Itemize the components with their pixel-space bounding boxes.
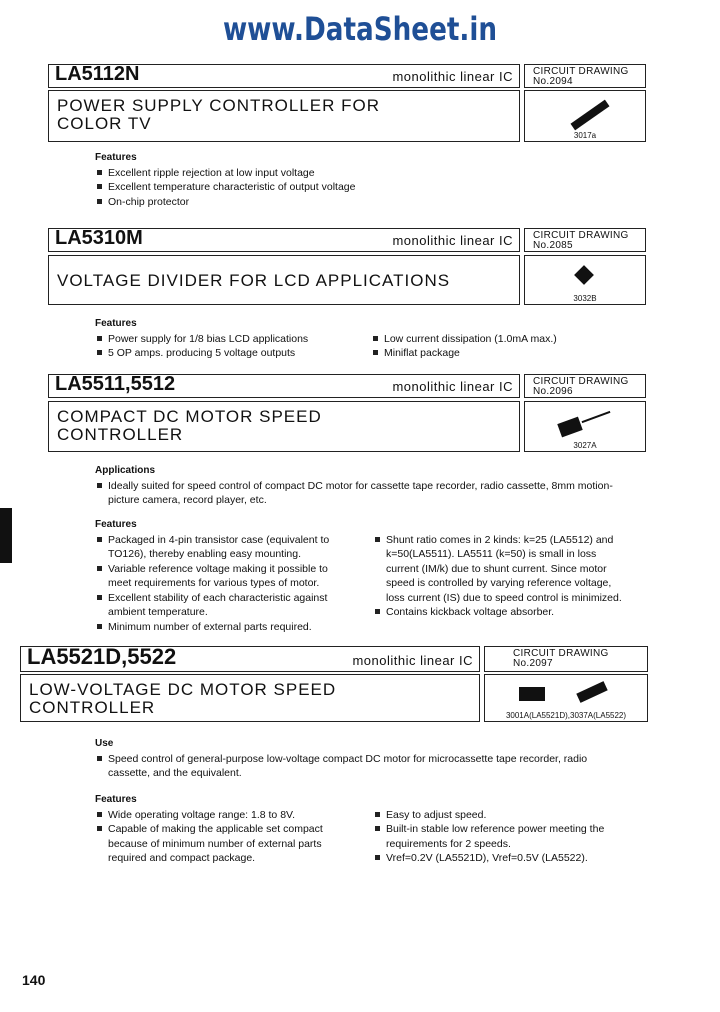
title-line: CONTROLLER [29,698,156,717]
flat-package-icon [576,681,607,703]
circuit-label: CIRCUIT DRAWING [533,230,629,241]
list-item: Built-in stable low reference power meeting the requirements for 2 speeds. [373,822,623,851]
part-number: LA5112N [55,63,140,85]
margin-tab-mark [0,508,12,563]
title-line: CONTROLLER [57,425,184,444]
site-watermark: www.DataSheet.in [222,10,498,48]
package-code: 3032B [573,294,597,303]
applications-section [95,464,615,508]
part-header [20,646,480,672]
part-title [20,674,480,722]
section-heading: Applications [95,465,156,476]
circuit-number: No.2085 [533,240,573,251]
list-item: Shunt ratio comes in 2 kinds: k=25 (LA5512) and k=50(LA5511). LA5511 (k=50) is small in loss current (IM/k) due to shunt current. Since motor speed is controlled by varying reference voltage, loss current (IS) due to speed control is minimized. [373,533,623,606]
circuit-number: No.2096 [533,386,573,397]
title-line: VOLTAGE DIVIDER FOR LCD APPLICATIONS [57,271,451,290]
circuit-label: CIRCUIT DRAWING [533,66,629,77]
list-item: Easy to adjust speed. [373,808,623,823]
package-image [524,401,646,452]
title-line: COMPACT DC MOTOR SPEED [57,407,322,426]
part-title [48,90,520,142]
circuit-label: CIRCUIT DRAWING [513,648,609,659]
part-header [48,374,520,398]
list-item: Vref=0.2V (LA5521D), Vref=0.5V (LA5522). [373,851,623,866]
list-item: Excellent ripple rejection at low input voltage [95,166,355,181]
circuit-drawing-ref [524,374,646,398]
section-heading: Features [95,318,137,329]
circuit-number: No.2097 [513,658,553,669]
lead-icon [582,411,611,423]
section-heading: Features [95,152,137,163]
circuit-drawing-ref [524,228,646,252]
list-item: Capable of making the applicable set compact because of minimum number of external parts required and compact package. [95,822,345,866]
list-item: Power supply for 1/8 bias LCD applications [95,332,355,347]
use-section [95,737,625,781]
section-heading: Use [95,738,114,749]
part-header [48,64,520,88]
part-type: monolithic linear IC [392,69,513,84]
list-item: Excellent temperature characteristic of output voltage [95,180,355,195]
part-header [48,228,520,252]
sip-package-icon [571,100,610,131]
package-code: 3017a [573,131,597,140]
list-item: Contains kickback voltage absorber. [373,605,623,620]
part-type: monolithic linear IC [392,233,513,248]
section-heading: Features [95,794,137,805]
part-number: LA5521D,5522 [27,644,177,669]
part-number: LA5310M [55,227,143,249]
list-item: Low current dissipation (1.0mA max.) [371,332,631,347]
circuit-drawing-ref [484,646,648,672]
part-type: monolithic linear IC [392,379,513,394]
list-item: Packaged in 4-pin transistor case (equivalent to TO126), thereby enabling easy mounting. [95,533,347,562]
list-item: 5 OP amps. producing 5 voltage outputs [95,346,355,361]
title-line: COLOR TV [57,114,152,133]
title-line: POWER SUPPLY CONTROLLER FOR [57,96,380,115]
list-item: Miniflat package [371,346,631,361]
circuit-label: CIRCUIT DRAWING [533,376,629,387]
circuit-number: No.2094 [533,76,573,87]
dip-package-icon [519,687,545,701]
part-title [48,401,520,452]
features-section [95,151,355,209]
list-item: Speed control of general-purpose low-voltage compact DC motor for microcassette tape recorder, radio cassette, and the equivalent. [95,752,625,781]
list-item: On-chip protector [95,195,355,210]
features-section [95,317,655,359]
miniflat-package-icon [574,265,594,285]
package-image [484,674,648,722]
list-item: Wide operating voltage range: 1.8 to 8V. [95,808,345,823]
features-section [95,518,655,633]
features-section [95,793,655,864]
list-item: Minimum number of external parts required. [95,620,347,635]
part-title [48,255,520,305]
part-type: monolithic linear IC [352,653,473,668]
package-code: 3001A(LA5521D),3037A(LA5522) [505,711,627,720]
package-image [524,90,646,142]
page-number: 140 [22,972,46,988]
list-item: Ideally suited for speed control of compact DC motor for cassette tape recorder, radio cassette, 8mm motion-picture camera, record player, etc. [95,479,615,508]
package-image [524,255,646,305]
section-heading: Features [95,519,137,530]
list-item: Excellent stability of each characteristic against ambient temperature. [95,591,347,620]
package-code: 3027A [573,441,597,450]
circuit-drawing-ref [524,64,646,88]
part-number: LA5511,5512 [55,373,176,395]
list-item: Variable reference voltage making it possible to meet requirements for various types of motor. [95,562,347,591]
title-line: LOW-VOLTAGE DC MOTOR SPEED [29,680,337,699]
transistor-package-icon [557,417,582,438]
